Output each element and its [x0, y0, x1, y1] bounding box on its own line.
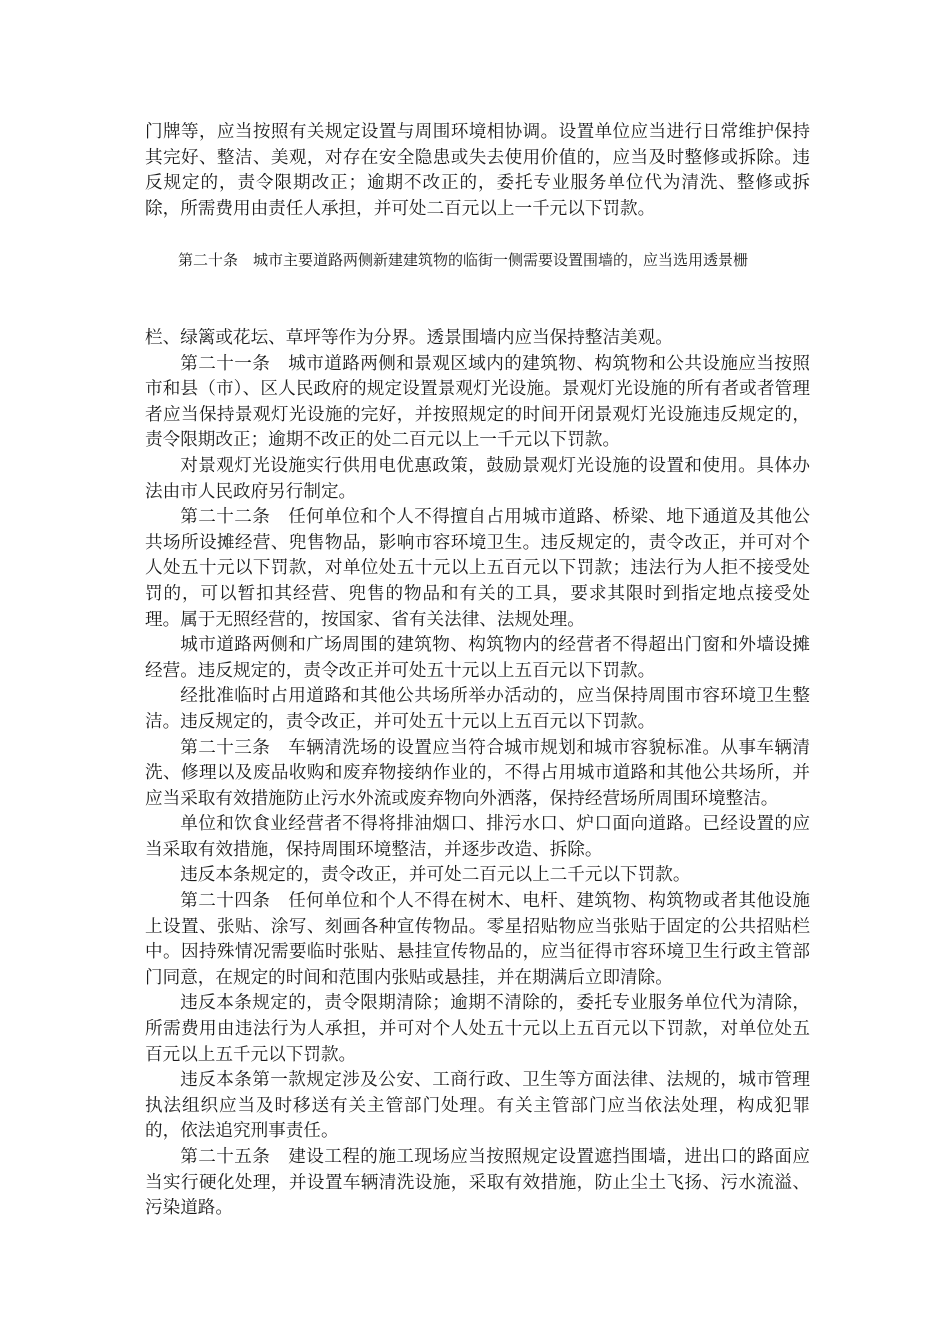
- paragraph: 经批准临时占用道路和其他公共场所举办活动的，应当保持周围市容环境卫生整洁。违反规定的，责令改正，并可处五十元以上五百元以下罚款。: [145, 686, 810, 732]
- paragraph: 第二十二条 任何单位和个人不得擅自占用城市道路、桥梁、地下通道及其他公共场所设摊经营、兜售物品，影响市容环境卫生。违反规定的，责令改正，并可对个人处五十元以下罚款，对单位处五十元以上五百元以下罚款；违法行为人拒不接受处罚的，可以暂扣其经营、兜售的物品和有关的工具，要求其限时到指定地点接受处理。属于无照经营的，按国家、省有关法律、法规处理。: [145, 507, 810, 630]
- article-20-block: [145, 247, 810, 273]
- paragraph: 第二十三条 车辆清洗场的设置应当符合城市规划和城市容貌标准。从事车辆清洗、修理以及废品收购和废弃物接纳作业的，不得占用城市道路和其他公共场所，并应当采取有效措施防止污水外流或废弃物向外洒落，保持经营场所周围环境整洁。: [145, 737, 810, 809]
- text-block-main: [145, 326, 810, 1222]
- paragraph: 违反本条规定的，责令改正，并可处二百元以上二千元以下罚款。: [180, 865, 691, 886]
- paragraph: 违反本条第一款规定涉及公安、工商行政、卫生等方面法律、法规的，城市管理执法组织应当及时移送有关主管部门处理。有关主管部门应当依法处理，构成犯罪的，依法追究刑事责任。: [145, 1070, 810, 1142]
- paragraph: 门牌等，应当按照有关规定设置与周围环境相协调。设置单位应当进行日常维护保持其完好、整洁、美观，对存在安全隐患或失去使用价值的，应当及时整修或拆除。违反规定的，责令限期改正；逾期不改正的，委托专业服务单位代为清洗、整修或拆除，所需费用由责任人承担，并可处二百元以上一千元以下罚款。: [145, 122, 810, 219]
- paragraph: 第二十五条 建设工程的施工现场应当按照规定设置遮挡围墙，进出口的路面应当实行硬化处理，并设置车辆清洗设施，采取有效措施，防止尘土飞扬、污水流溢、污染道路。: [145, 1147, 810, 1219]
- paragraph: 城市道路两侧和广场周围的建筑物、构筑物内的经营者不得超出门窗和外墙设摊经营。违反规定的，责令改正并可处五十元以上五百元以下罚款。: [145, 635, 810, 681]
- paragraph: 第二十一条 城市道路两侧和景观区域内的建筑物、构筑物和公共设施应当按照市和县（市）、区人民政府的规定设置景观灯光设施。景观灯光设施的所有者或者管理者应当保持景观灯光设施的完好，并按照规定的时间开闭景观灯光设施违反规定的，责令限期改正；逾期不改正的处二百元以上一千元以下罚款。: [145, 353, 810, 451]
- text-block-top: [145, 120, 810, 222]
- paragraph: 栏、绿篱或花坛、草坪等作为分界。透景围墙内应当保持整洁美观。: [145, 328, 673, 348]
- paragraph: 违反本条规定的，责令限期清除；逾期不清除的，委托专业服务单位代为清除，所需费用由违法行为人承担，并可对个人处五十元以上五百元以下罚款，对单位处五百元以上五千元以下罚款。: [145, 993, 810, 1065]
- article-20-paragraph: 第二十条 城市主要道路两侧新建建筑物的临街一侧需要设置围墙的，应当选用透景栅: [178, 251, 749, 269]
- paragraph: 对景观灯光设施实行供用电优惠政策，鼓励景观灯光设施的设置和使用。具体办法由市人民政府另行制定。: [145, 455, 810, 502]
- paragraph: 单位和饮食业经营者不得将排油烟口、排污水口、炉口面向道路。已经设置的应当采取有效措施，保持周围环境整洁，并逐步改造、拆除。: [145, 814, 810, 860]
- paragraph: 第二十四条 任何单位和个人不得在树木、电杆、建筑物、构筑物或者其他设施上设置、张贴、涂写、刻画各种宣传物品。零星招贴物应当张贴于固定的公共招贴栏中。因持殊情况需要临时张贴、悬挂宣传物品的，应当征得市容环境卫生行政主管部门同意，在规定的时间和范围内张贴或悬挂，并在期满后立即清除。: [145, 891, 810, 988]
